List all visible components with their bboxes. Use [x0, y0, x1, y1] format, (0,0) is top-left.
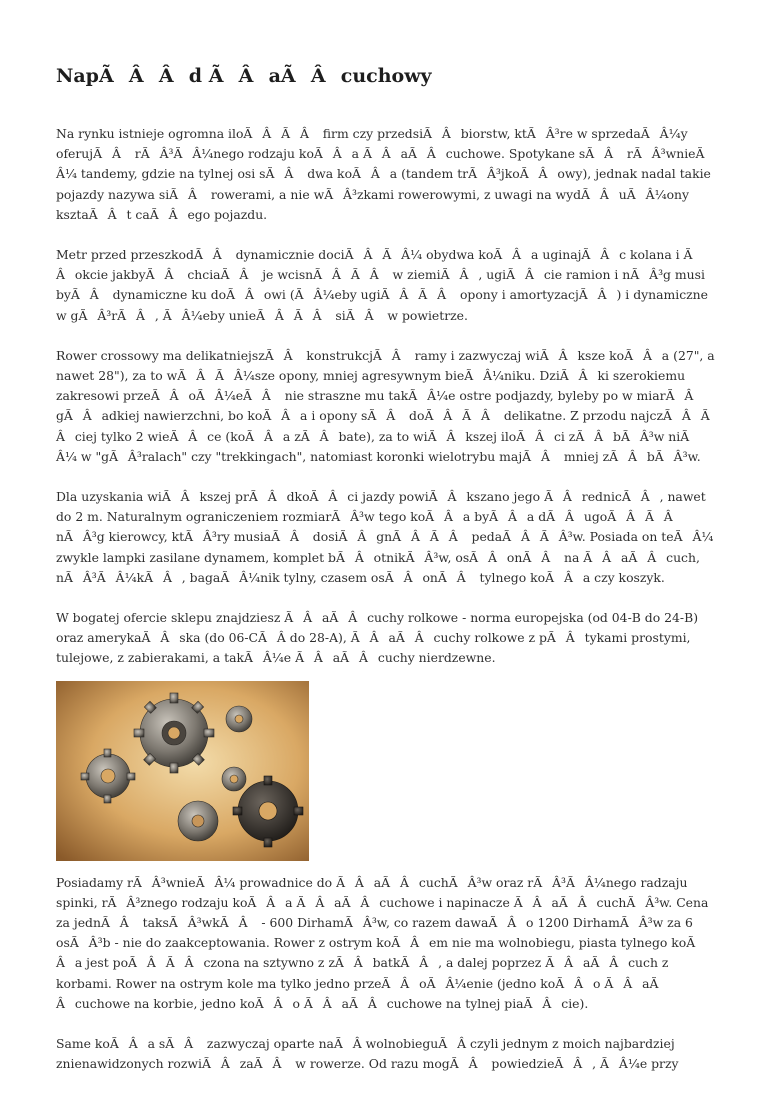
paragraph-6: Posiadamy rÃÂ³wnieÃ Â¼ prowadnice do Ã ÂaÃ ÂcuchÃÂ³w oraz rÃÂ³Ã Â¼nego radzaju spinki, rÃÂ³znego rodzaju koÃ Âa Ã ÂaÃ Âcuchowe i napinacze Ã ÂaÃ ÂcuchÃÂ³w. Cena za jednÃÂ taksÃÂ³wkÃÂ - 600 DirhamÃÂ³w, co razem dawaÃ Âo 1200 DirhamÃÂ³w za 6 osÃÂ³b - nie do zaakceptowania. Rower z ostrym koÃ Âem nie ma wolnobiegu, piasta tylnego koÃ Âa jest poÃ ÂÃÂ czona na sztywno z zÃÂbatkÃÂ , a dalej poprzez Ã ÂaÃ Âcuch z korbami. Rower na ostrym kole ma tylko jedno przeÃ ÂoÃ Â¼enie (jedno koÃ Âo Ã ÂaÃ Âcuchowe na korbie, jedno koÃ Âo Ã ÂaÃ Âcuchowe na tylnej piaÃ Âcie). — [56, 874, 709, 1011]
paragraph-1: Na rynku istnieje ogromna iloÃ ÂÃÂ firm czy przedsiÃÂbiorstw, ktÃÂ³re w sprzedaÃ Â¼y oferujÃÂ rÃÂ³Ã Â¼nego rodzaju koÃ Âa Ã ÂaÃ Âcuchowe. Spotykane sÃÂ rÃÂ³wnieÃ Â¼ tandemy, gdzie na tylnej osi sÃÂ dwa koÃ Âa (tandem trÃÂ³jkoÃ Âowy), jednak nadal takie pojazdy nazywa siÃÂ rowerami, a nie wÃÂ³zkami rowerowymi, z uwagi na wydÃ ÂuÃ Â¼ony ksztaÃ Ât caÃ Âego pojazdu. — [56, 126, 715, 222]
gear-large — [134, 693, 214, 773]
sprockets-image — [56, 681, 309, 861]
document-page — [56, 40, 720, 1095]
page-title: NapÃÂÂd Ã ÂaÃ Âcuchowy — [56, 65, 432, 87]
paragraph-3: Rower crossowy ma delikatniejszÃÂ konstrukcjÃÂ ramy i zazwyczaj wiÃÂksze koÃ Âa (27", a nawet 28"), za to wÃÂÃ Â¼sze opony, mniej agresywnym bieÃ Â¼niku. DziÃÂki szerokiemu zakresowi przeÃ ÂoÃ Â¼eÃ Â nie straszne mu takÃ Â¼e ostre podjazdy, byleby po w miarÃÂ gÃ Âadkiej nawierzchni, bo koÃ Âa i opony sÃÂ doÃ ÂÃÂ delikatne. Z przodu najczÃÂÃ Âciej tylko 2 wieÃ Âce (koÃ Âa zÃÂbate), za to wiÃÂkszej iloÃ Âci zÃÂbÃÂ³w niÃ Â¼ w "gÃÂ³ralach" czy "trekkingach", natomiast koronki wielotrybu majÃÂ mniej zÃÂbÃÂ³w. — [56, 347, 720, 464]
paragraph-7: Same koÃ Âa sÃÂ zazwyczaj oparte naÃÂ wolnobieguÃÂ czyli jednym z moich najbardziej znienawidzonych rozwiÃÂ zaÃ Â w rowerze. Od razu mogÃÂ powiedzieÃÂ, Ã Â¼e przy — [56, 1036, 679, 1072]
paragraph-2: Metr przed przeszkodÃÂ dynamicznie dociÃ ÂÃÂ¼ obydwa koÃ Âa uginajÃÂ c kolana i Ã Âokcie jakbyÃ Â chciaÃ Â je wcisnÃÂ ÃÂ w ziemiÃÂ, ugiÃÂcie ramion i nÃÂ³g musi byÃÂ dynamiczne ku doÃ Âowi (Ã Â¼eby ugiÃÂ ÃÂ opony i amortyzacjÃÂ) i dynamiczne w gÃÂ³rÃÂ, Ã Â¼eby unieÃ ÂÃÂ siÃÂ w powietrze. — [56, 247, 708, 323]
paragraph-4: Dla uzyskania wiÃÂkszej prÃÂdkoÃ Âci jazdy powiÃÂkszano jego Ã ÂrednicÃÂ, nawet do 2 m. Naturalnym ograniczeniem rozmiarÃÂ³w tego koÃ Âa byÃ Âa dÃ ÂugoÃ ÂÃÂ nÃÂ³g kierowcy, ktÃÂ³ry musiaÃ Â dosiÃÂgnÃÂ ÃÂ pedaÃ ÂÃÂ³w. Posiada on teÃ Â¼ zwykle lampki zasilane dynamem, komplet bÃ ÂotnikÃÂ³w, osÃ ÂonÃÂ na Ã ÂaÃ Âcuch, nÃÂ³Ã Â¼kÃÂ, bagaÃ Â¼nik tylny, czasem osÃ ÂonÃÂ tylnego koÃ Âa czy koszyk. — [56, 489, 714, 585]
gear-small-top — [226, 706, 252, 732]
gear-bottom — [178, 801, 218, 841]
sprockets-photo — [56, 681, 309, 861]
gear-small-mid — [222, 767, 246, 791]
paragraph-5: W bogatej ofercie sklepu znajdziesz Ã ÂaÃ Âcuchy rolkowe - norma europejska (od 04-B do 24-B) oraz amerykaÃ Âska (do 06-CÃÂ do 28-A), Ã ÂaÃ Âcuchy rolkowe z pÃÂtykami prostymi, tulejowe, z zabierakami, a takÃ Â¼e Ã ÂaÃ Âcuchy nierdzewne. — [56, 610, 699, 666]
